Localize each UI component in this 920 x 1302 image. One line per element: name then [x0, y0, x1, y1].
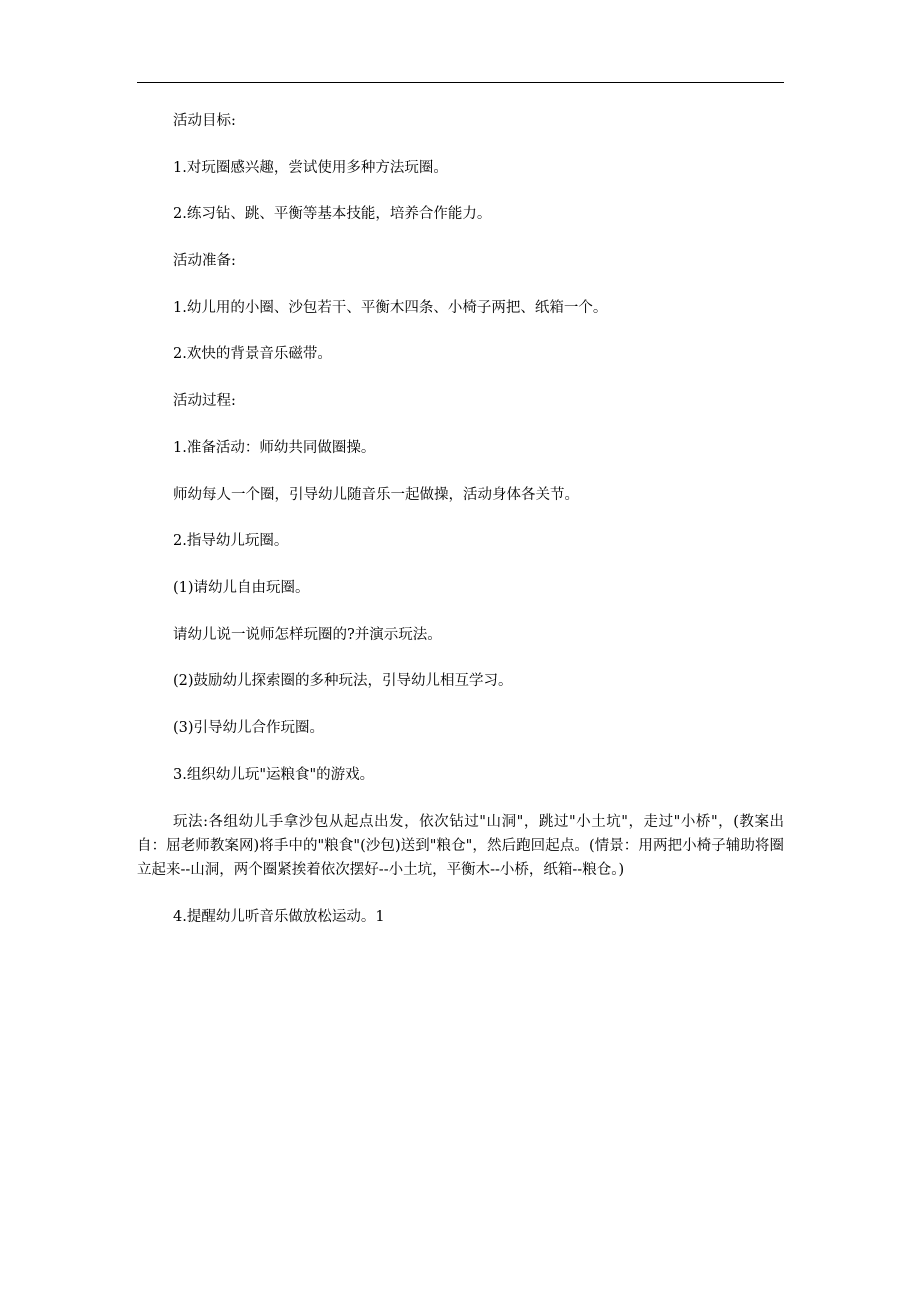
goal-item-1: 1.对玩圈感兴趣，尝试使用多种方法玩圈。 — [173, 159, 448, 176]
preparation-item-1: 1.幼儿用的小圈、沙包若干、平衡木四条、小椅子两把、纸箱一个。 — [173, 299, 608, 316]
goal-item-2: 2.练习钻、跳、平衡等基本技能，培养合作能力。 — [173, 206, 492, 223]
process-step-2-sub-2: (2)鼓励幼儿探索圈的多种玩法，引导幼儿相互学习。 — [173, 673, 513, 690]
section-heading-goals: 活动目标: — [173, 113, 236, 129]
process-step-4: 4.提醒幼儿听音乐做放松运动。1 — [173, 909, 385, 926]
process-step-2-sub-1-detail: 请幼儿说一说师怎样玩圈的?并演示玩法。 — [173, 626, 442, 643]
process-step-2: 2.指导幼儿玩圈。 — [173, 533, 289, 550]
section-heading-preparation: 活动准备: — [173, 253, 236, 270]
preparation-item-2: 2.欢快的背景音乐磁带。 — [173, 346, 332, 363]
process-step-1: 1.准备活动：师幼共同做圈操。 — [173, 439, 376, 456]
process-step-3: 3.组织幼儿玩"运粮食"的游戏。 — [173, 766, 375, 783]
game-rules-paragraph: 玩法:各组幼儿手拿沙包从起点出发，依次钻过"山洞"，跳过"小土坑"，走过"小桥"，(教案出自：屈老师教案网)将手中的"粮食"(沙包)送到"粮仓"，然后跑回起点。(情景：用两把小椅子辅助将圈立起来--山洞，两个圈紧挨着依次摆好--小土坑，平衡木--小桥，纸箱--粮仓。) — [137, 814, 784, 879]
section-heading-process: 活动过程: — [173, 393, 236, 410]
header-rule — [137, 82, 784, 83]
document-body — [137, 110, 784, 953]
process-step-2-sub-1: (1)请幼儿自由玩圈。 — [173, 579, 310, 596]
process-step-1-detail: 师幼每人一个圈，引导幼儿随音乐一起做操，活动身体各关节。 — [173, 486, 579, 503]
process-step-2-sub-3: (3)引导幼儿合作玩圈。 — [173, 719, 325, 736]
